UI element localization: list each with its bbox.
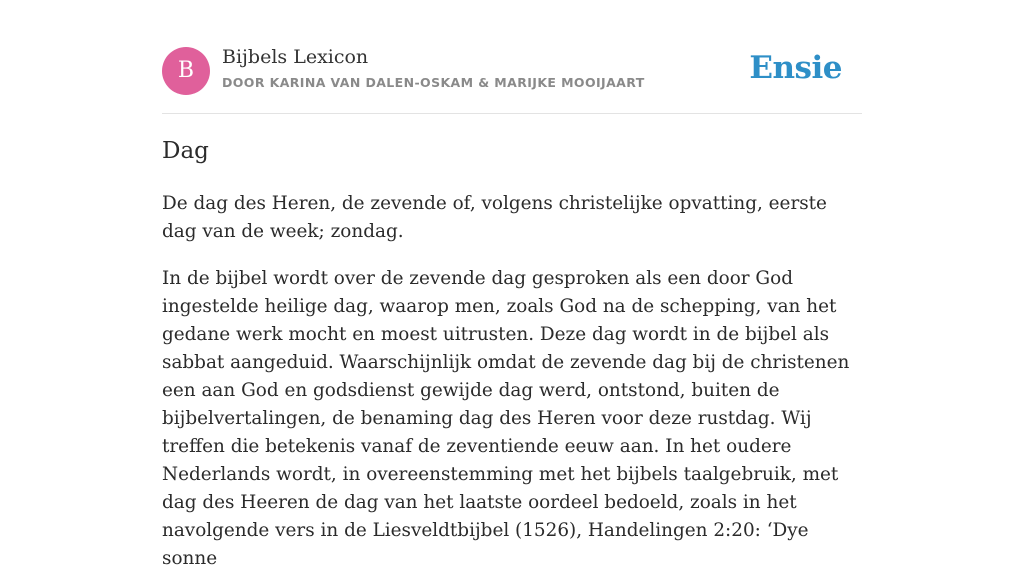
ensie-logo[interactable]: Ensie xyxy=(749,50,842,86)
book-avatar[interactable]: B xyxy=(162,47,210,95)
entry-body: In de bijbel wordt over de zevende dag gesproken als een door God ingestelde heilige dag, waarop men, zoals God na de schepping, van het gedane werk mocht en moest uitrusten. Deze dag wordt in de bijbel als sabbat aangeduid. Waarschijnlijk omdat de zevende dag bij de christenen een aan God en godsdienst gewijde dag werd, ontstond, buiten de bijbelvertalingen, de benaming dag des Heren voor deze rustdag. Wij treffen die betekenis vanaf de zeventiende eeuw aan. In het oudere Nederlands wordt, in overeenstemming met het bijbels taalgebruik, met dag des Heeren de dag van het laatste oordeel bedoeld, zoals in het navolgende vers in de Liesveldtbijbel (1526), Handelingen 2:20: ‘Dye sonne xyxy=(162,268,850,569)
article-container xyxy=(162,0,862,569)
book-header xyxy=(162,0,862,114)
book-authors: DOOR KARINA VAN DALEN-OSKAM & MARIJKE MOOIJAART xyxy=(222,75,645,90)
book-title-link[interactable]: Bijbels Lexicon xyxy=(222,46,369,68)
entry-definition: De dag des Heren, de zevende of, volgens christelijke opvatting, eerste dag van de week; zondag. xyxy=(162,193,827,242)
entry-title: Dag xyxy=(162,138,209,164)
